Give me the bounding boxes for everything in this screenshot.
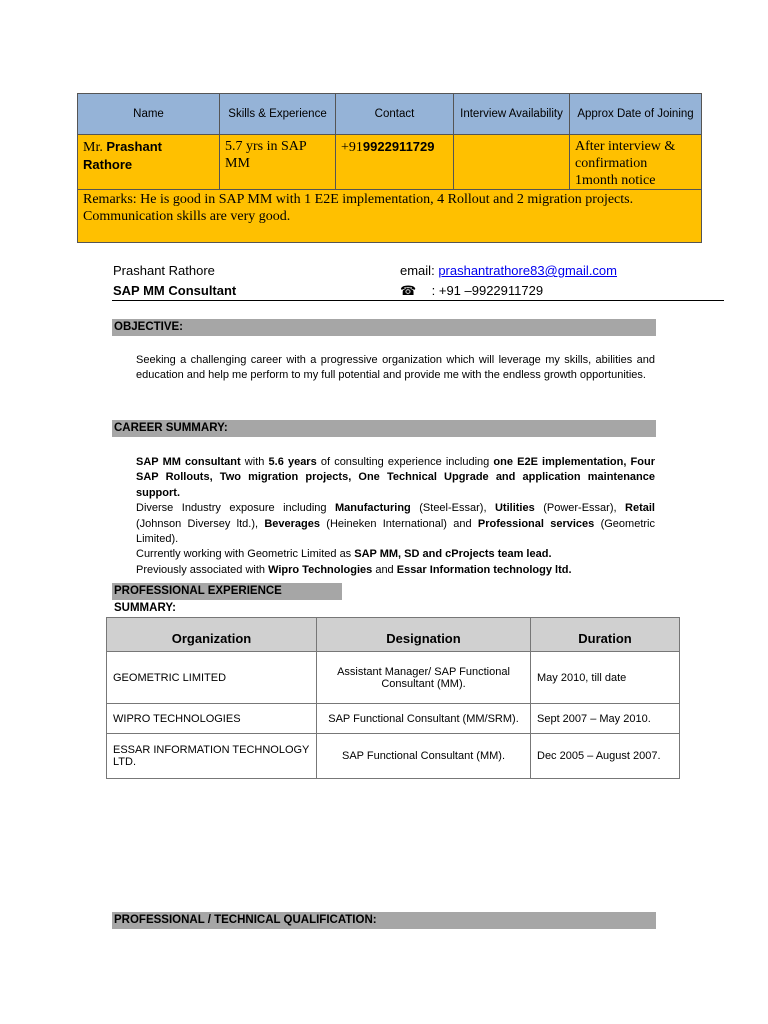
email-label: email:	[400, 263, 435, 278]
career-summary-text	[136, 455, 655, 578]
header-contact: Contact	[336, 94, 454, 135]
designation-cell: SAP Functional Consultant (MM).	[317, 734, 531, 779]
candidate-name-cell	[78, 135, 220, 190]
col-duration: Duration	[531, 618, 680, 652]
candidate-name: Prashant Rathore	[83, 139, 162, 172]
duration-cell: May 2010, till date	[531, 652, 680, 704]
org-cell: WIPRO TECHNOLOGIES	[107, 704, 317, 734]
summary-paragraph: SAP MM consultant with 5.6 years of consulting experience including one E2E implementation, Four SAP Rollouts, Two migration projects, One Technical Upgrade and application maintenance support.	[136, 456, 655, 499]
joining-line: 1month notice	[575, 173, 656, 188]
org-cell: GEOMETRIC LIMITED	[107, 652, 317, 704]
summary-paragraph: Currently working with Geometric Limited as SAP MM, SD and cProjects team lead.	[136, 548, 552, 561]
candidate-table	[77, 93, 702, 243]
header-divider	[112, 300, 724, 301]
email-link[interactable]: prashantrathore83@gmail.com	[438, 263, 617, 278]
candidate-contact-prefix: +91	[341, 140, 363, 155]
table-row	[107, 704, 680, 734]
candidate-joining-cell	[570, 135, 702, 190]
designation-cell: Assistant Manager/ SAP Functional Consultant (MM).	[317, 652, 531, 704]
candidate-row	[78, 135, 702, 190]
experience-heading: PROFESSIONAL EXPERIENCE SUMMARY:	[112, 583, 342, 600]
header-availability: Interview Availability	[454, 94, 570, 135]
joining-line: After interview &	[575, 139, 676, 154]
resume-name: Prashant Rathore	[113, 263, 215, 278]
duration-cell: Dec 2005 – August 2007.	[531, 734, 680, 779]
remarks-text: Remarks: He is good in SAP MM with 1 E2E implementation, 4 Rollout and 2 migration projects. Communication skills are very good.	[78, 190, 702, 243]
candidate-table-header	[78, 94, 702, 135]
experience-table	[106, 617, 680, 779]
duration-cell: Sept 2007 – May 2010.	[531, 704, 680, 734]
table-row	[107, 652, 680, 704]
col-organization: Organization	[107, 618, 317, 652]
col-designation: Designation	[317, 618, 531, 652]
header-name: Name	[78, 94, 220, 135]
phone-number: : +91 –9922911729	[431, 283, 544, 298]
designation-cell: SAP Functional Consultant (MM/SRM).	[317, 704, 531, 734]
candidate-contact-number: 9922911729	[362, 139, 435, 154]
telephone-icon: ☎	[400, 283, 417, 298]
phone-line	[400, 283, 543, 299]
qualification-heading: PROFESSIONAL / TECHNICAL QUALIFICATION:	[112, 912, 656, 929]
header-skills: Skills & Experience	[220, 94, 336, 135]
candidate-name-prefix: Mr.	[83, 140, 103, 155]
joining-line: confirmation	[575, 156, 648, 171]
remarks-row	[78, 190, 702, 243]
candidate-contact-cell	[336, 135, 454, 190]
summary-paragraph: Previously associated with Wipro Technologies and Essar Information technology ltd.	[136, 563, 572, 576]
candidate-skills: 5.7 yrs in SAP MM	[220, 135, 336, 190]
summary-paragraph: Diverse Industry exposure including Manufacturing (Steel-Essar), Utilities (Power-Essar), Retail (Johnson Diversey ltd.), Beverages (Heineken International) and Professional services (Geometric Limited).	[136, 502, 655, 546]
objective-text: Seeking a challenging career with a progressive organization which will leverage my skills, abilities and education and help me perform to my full potential and provide me with the endless growth opportunities.	[136, 354, 655, 382]
org-cell: ESSAR INFORMATION TECHNOLOGY LTD.	[107, 734, 317, 779]
email-line	[400, 263, 617, 278]
resume-title: SAP MM Consultant	[113, 283, 237, 298]
header-joining: Approx Date of Joining	[570, 94, 702, 135]
table-row	[107, 734, 680, 779]
candidate-availability	[454, 135, 570, 190]
objective-heading: OBJECTIVE:	[112, 319, 656, 336]
experience-table-header	[107, 618, 680, 652]
career-summary-heading: CAREER SUMMARY:	[112, 420, 656, 437]
